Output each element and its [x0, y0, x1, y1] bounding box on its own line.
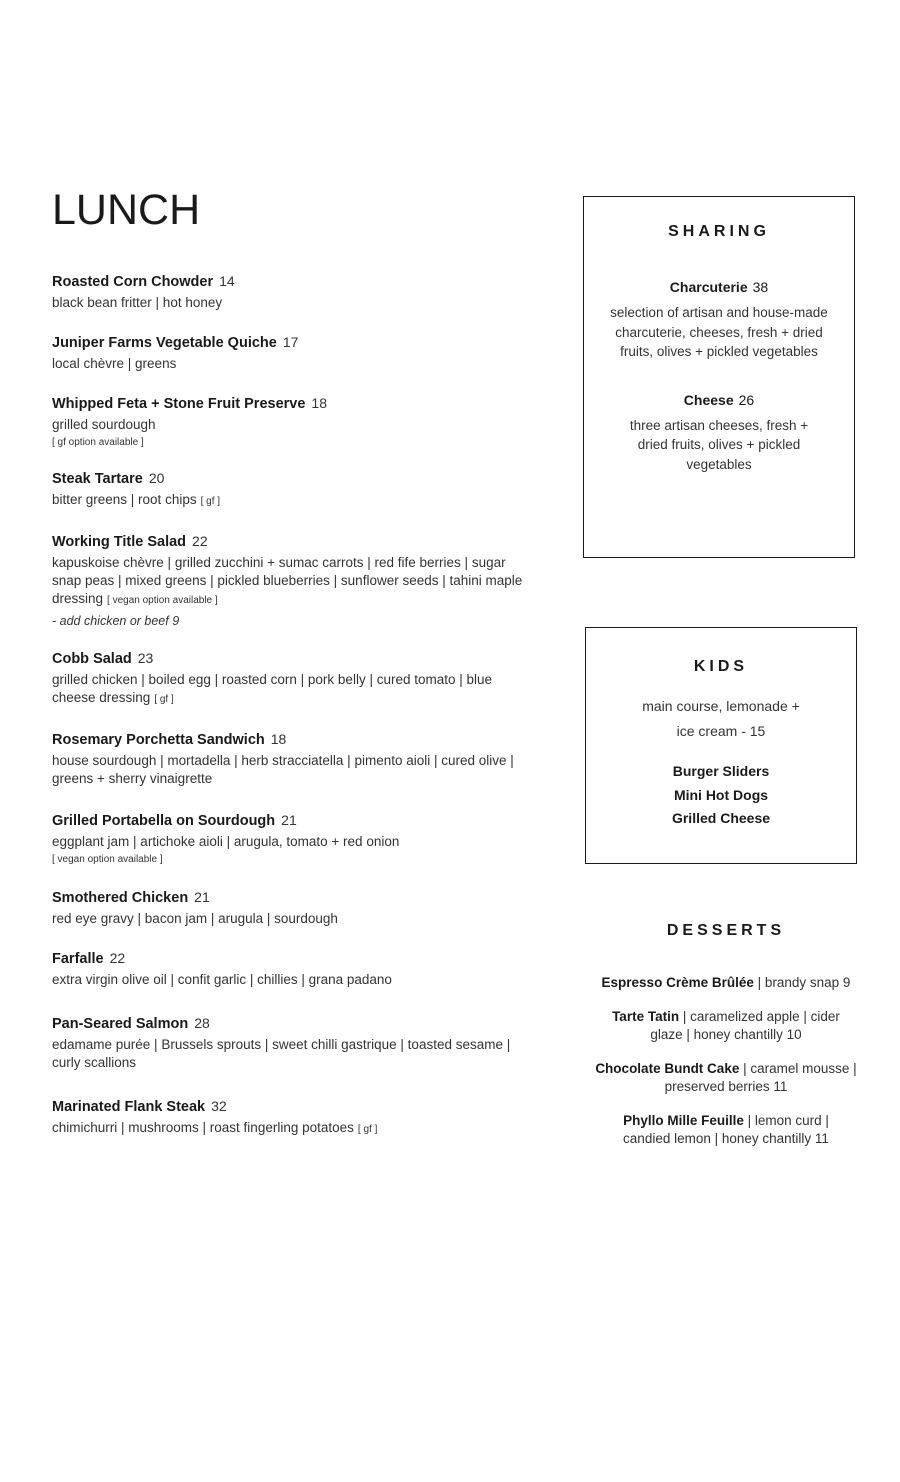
- item-description: grilled sourdough: [52, 417, 156, 432]
- lunch-list: [52, 273, 532, 1139]
- item-price: 20: [148, 470, 165, 486]
- item-name: Juniper Farms Vegetable Quiche: [52, 335, 277, 351]
- item-description: | caramelized apple | cider glaze | honey chantilly 10: [650, 1009, 840, 1042]
- kids-box: [585, 627, 857, 864]
- desserts-section: [586, 922, 866, 1164]
- item-name: Tarte Tatin: [612, 1009, 680, 1024]
- menu-item-cobb-salad: [52, 650, 532, 709]
- menu-item-grilled-portabella: [52, 812, 532, 867]
- item-description: local chèvre | greens: [52, 356, 177, 371]
- kids-item: Grilled Cheese: [671, 810, 771, 826]
- item-note: [ gf option available ]: [52, 437, 144, 448]
- item-description: selection of artisan and house-made charcuterie, cheeses, fresh + dried fruits, olives + pickled vegetables: [610, 305, 828, 359]
- item-name: Chocolate Bundt Cake: [595, 1061, 740, 1076]
- item-price: 18: [270, 731, 287, 747]
- menu-item-corn-chowder: [52, 273, 532, 312]
- sharing-item-cheese: [584, 392, 854, 475]
- item-description: house sourdough | mortadella | herb stracciatella | pimento aioli | cured olive | greens + sherry vinaigrette: [52, 753, 514, 786]
- item-name: Grilled Portabella on Sourdough: [52, 813, 276, 829]
- menu-item-smothered-chicken: [52, 889, 532, 928]
- menu-item-vegetable-quiche: [52, 334, 532, 373]
- item-name: Cheese: [683, 391, 734, 408]
- item-name: Marinated Flank Steak: [52, 1099, 206, 1115]
- menu-item-farfalle: [52, 950, 532, 989]
- sharing-item-charcuterie: [584, 279, 854, 362]
- item-price: 21: [281, 812, 297, 828]
- item-price: 23: [137, 650, 154, 666]
- item-description: edamame purée | Brussels sprouts | sweet chilli gastrique | toasted sesame | curly scallions: [52, 1037, 511, 1070]
- kids-description: main course, lemonade +: [642, 698, 800, 714]
- item-name: Espresso Crème Brûlée: [601, 975, 754, 990]
- item-name: Cobb Salad: [52, 651, 132, 667]
- item-description: kapuskoise chèvre | grilled zucchini + sumac carrots | red fife berries | sugar snap peas | mixed greens | pickled blueberries | sunflower seeds | tahini maple dressing: [52, 555, 523, 606]
- desserts-heading: DESSERTS: [666, 922, 786, 939]
- sharing-heading: SHARING: [668, 223, 770, 240]
- item-price: 28: [194, 1015, 210, 1031]
- item-note: [ vegan option available ]: [52, 854, 163, 865]
- item-name: Steak Tartare: [52, 471, 143, 487]
- item-name: Phyllo Mille Feuille: [623, 1113, 744, 1128]
- item-description: red eye gravy | bacon jam | arugula | sourdough: [52, 911, 338, 926]
- item-price: 17: [282, 334, 299, 350]
- item-description: grilled chicken | boiled egg | roasted corn | pork belly | cured tomato | blue cheese dressing: [52, 672, 493, 705]
- dessert-item: [586, 974, 866, 992]
- item-price: 22: [192, 533, 208, 549]
- item-price: 22: [109, 950, 126, 966]
- sharing-box: [583, 196, 855, 558]
- menu-item-steak-tartare: [52, 470, 532, 511]
- item-description: black bean fritter | hot honey: [52, 295, 223, 310]
- item-price: 14: [219, 273, 235, 289]
- item-description: bitter greens | root chips: [52, 492, 197, 507]
- item-name: Rosemary Porchetta Sandwich: [52, 732, 265, 748]
- item-description: | caramel mousse | preserved berries 11: [664, 1061, 857, 1094]
- item-price: 21: [194, 889, 210, 905]
- item-description: extra virgin olive oil | confit garlic | chillies | grana padano: [52, 972, 392, 987]
- item-name: Pan-Seared Salmon: [52, 1016, 189, 1032]
- menu-item-whipped-feta: [52, 395, 532, 450]
- item-price: 32: [211, 1098, 227, 1114]
- item-note: [ gf ]: [154, 694, 174, 705]
- item-name: Farfalle: [52, 951, 104, 967]
- item-name: Working Title Salad: [52, 534, 187, 550]
- menu-item-pan-seared-salmon: [52, 1015, 532, 1072]
- kids-item: Mini Hot Dogs: [673, 786, 769, 803]
- item-addon: - add chicken or beef 9: [52, 614, 180, 628]
- dessert-item: [586, 1008, 866, 1044]
- item-note: [ gf ]: [357, 1124, 378, 1135]
- item-note: [ gf ]: [200, 496, 221, 507]
- item-description: chimichurri | mushrooms | roast fingerling potatoes: [52, 1120, 354, 1135]
- dessert-item: [586, 1060, 866, 1096]
- kids-list: [586, 760, 856, 831]
- menu-item-flank-steak: [52, 1098, 532, 1139]
- menu-item-porchetta-sandwich: [52, 731, 532, 788]
- page-title: LUNCH: [52, 186, 201, 234]
- item-name: Charcuterie: [669, 279, 748, 295]
- item-name: Whipped Feta + Stone Fruit Preserve: [52, 396, 306, 412]
- menu-item-working-title-salad: [52, 533, 532, 628]
- item-description: eggplant jam | artichoke aioli | arugula, tomato + red onion: [52, 834, 400, 849]
- kids-description: ice cream - 15: [676, 723, 766, 739]
- item-description: three artisan cheeses, fresh + dried fruits, olives + pickled vegetables: [629, 417, 809, 472]
- item-price: 26: [738, 391, 755, 408]
- item-name: Roasted Corn Chowder: [52, 274, 214, 290]
- dessert-item: [586, 1112, 866, 1148]
- item-description: | lemon curd | candied lemon | honey chantilly 11: [623, 1113, 829, 1146]
- item-price: 18: [311, 395, 327, 411]
- item-name: Smothered Chicken: [52, 890, 189, 906]
- kids-item: Burger Sliders: [672, 763, 770, 779]
- item-note: [ vegan option available ]: [107, 595, 218, 606]
- kids-heading: KIDS: [693, 658, 749, 675]
- item-description: | brandy snap 9: [757, 975, 851, 990]
- item-price: 38: [752, 279, 769, 295]
